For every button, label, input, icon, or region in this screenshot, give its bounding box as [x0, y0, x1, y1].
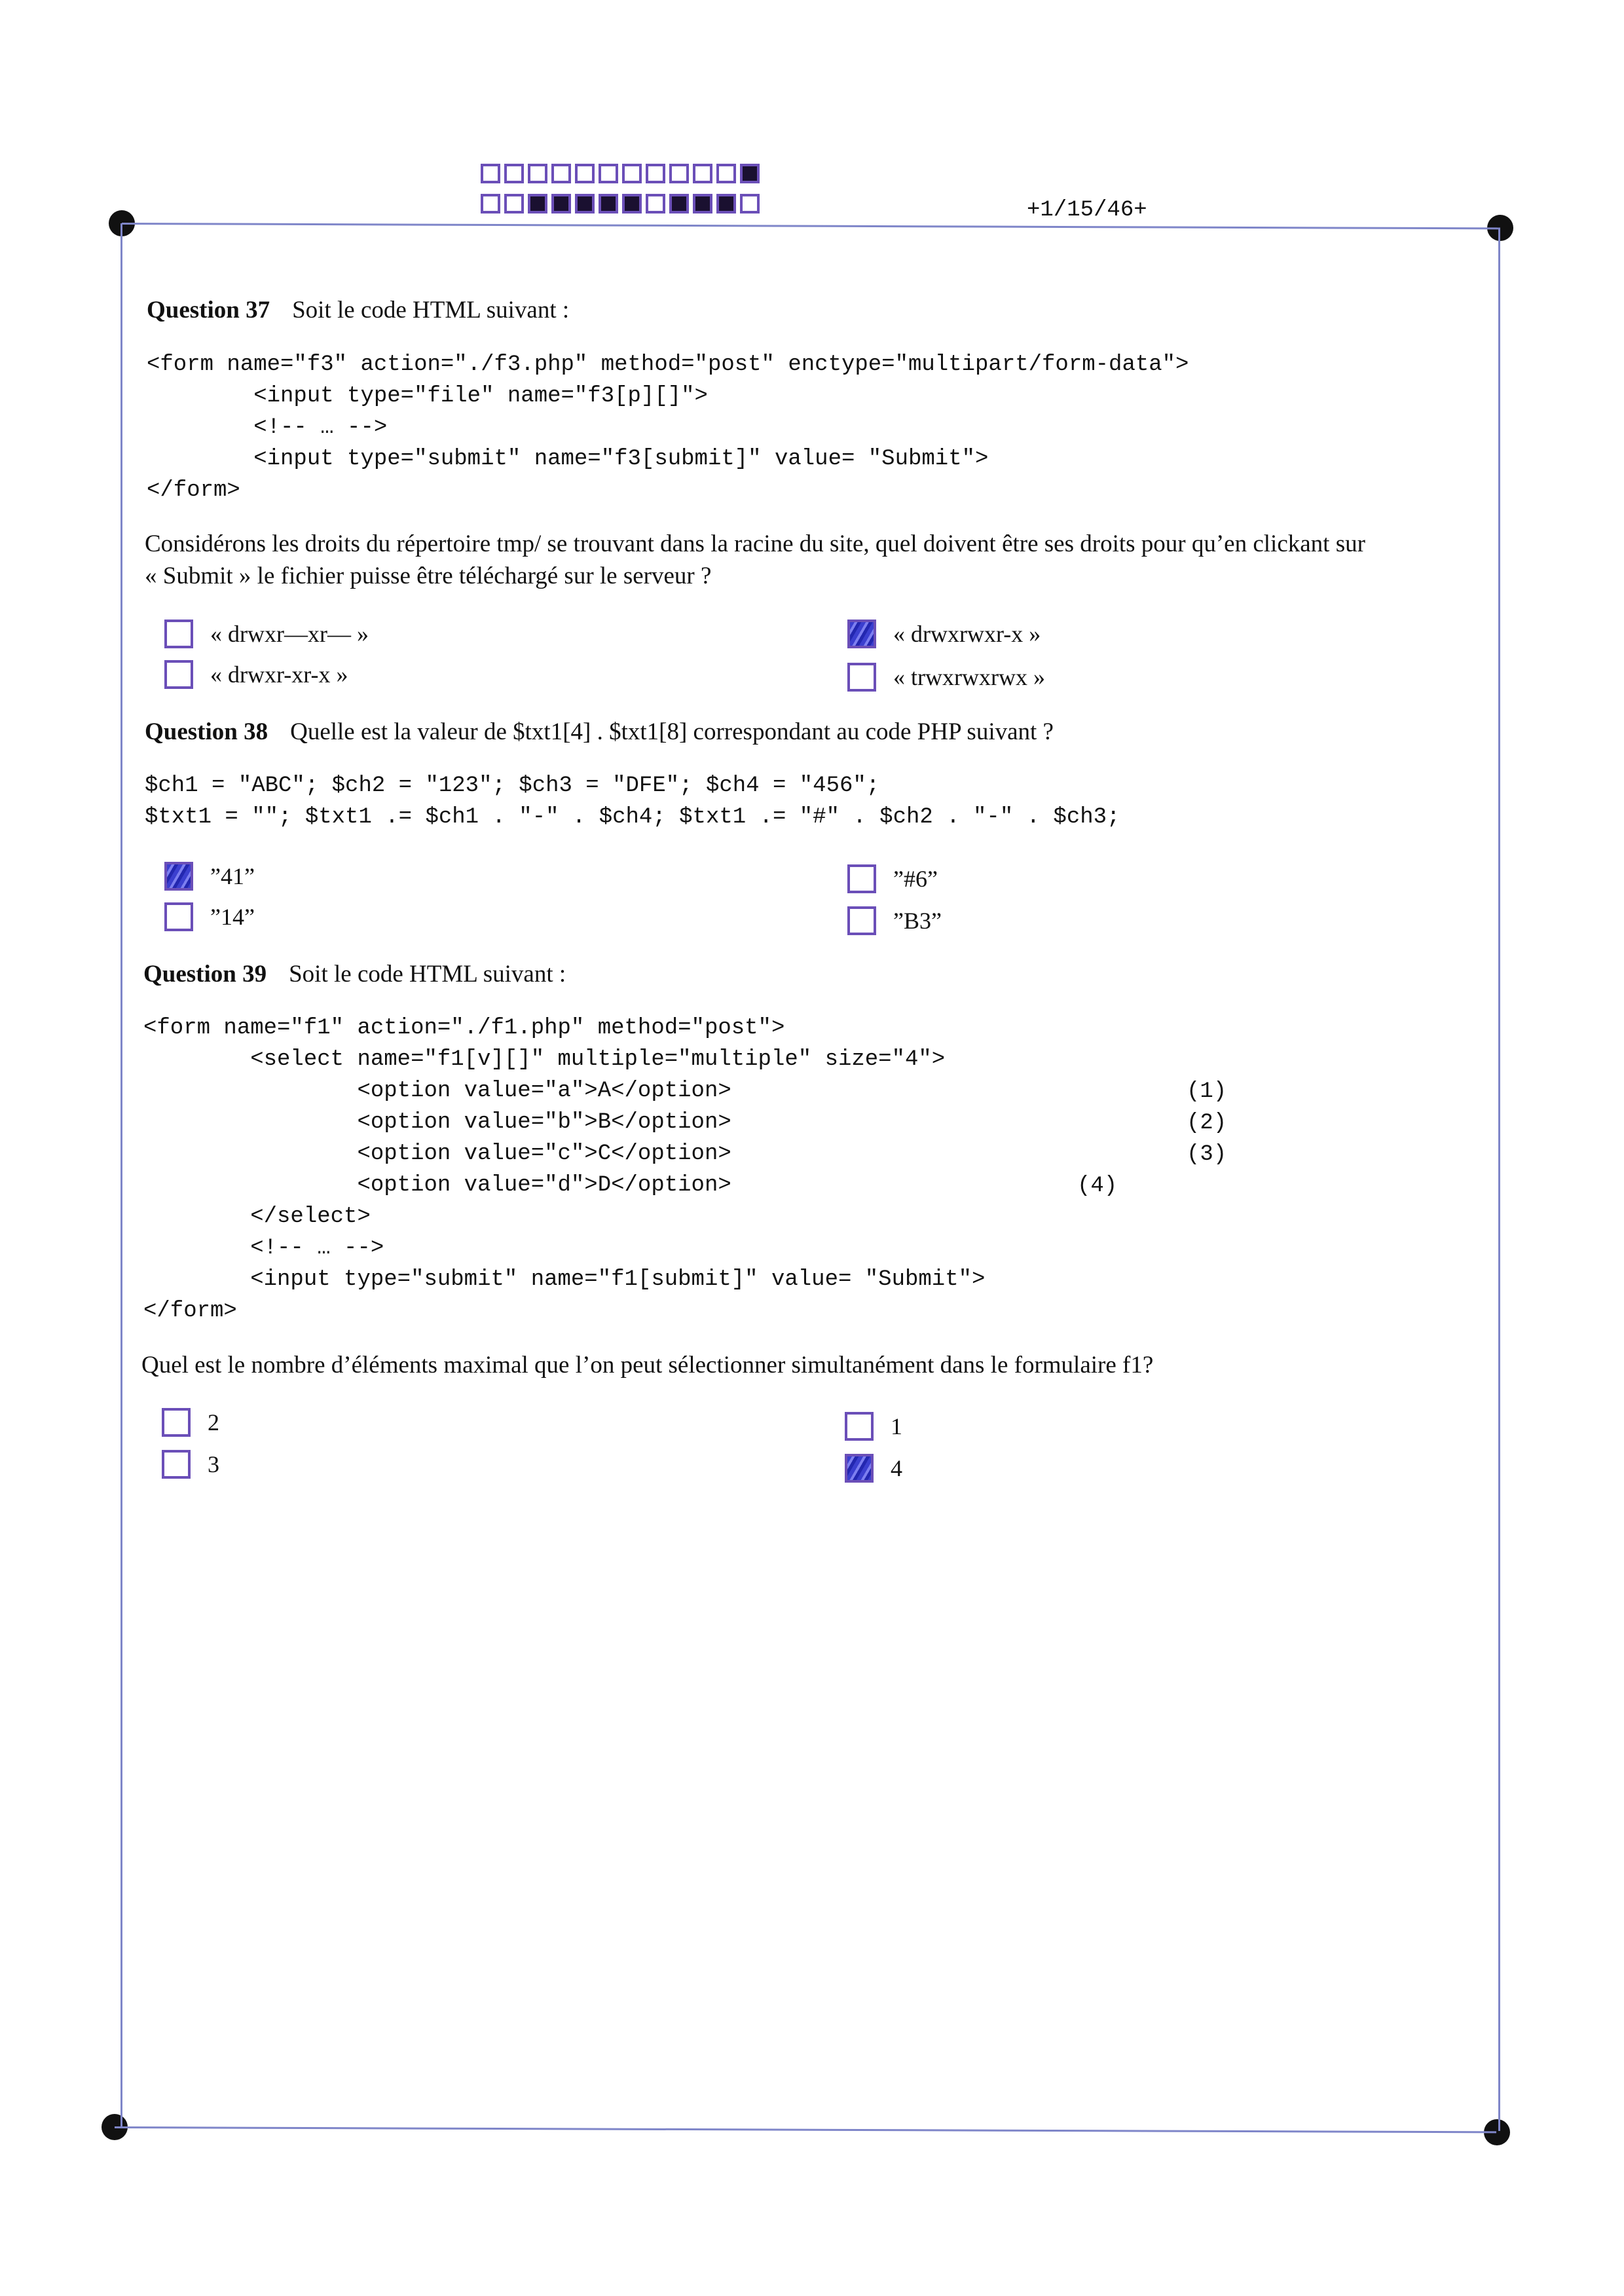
answer-label: ”B3” [893, 908, 942, 934]
answer-label: « drwxr-xr-x » [210, 661, 348, 688]
checkbox-checked[interactable] [845, 1454, 874, 1483]
q37-prompt: Soit le code HTML suivant : [292, 297, 570, 324]
barcode-cell [669, 194, 689, 213]
barcode-cell [716, 194, 736, 213]
q37-answer-3[interactable] [164, 660, 348, 689]
q39-answer-3[interactable] [162, 1450, 219, 1479]
answer-label: « drwxrwxr-x » [893, 621, 1041, 647]
barcode-cell [693, 164, 712, 183]
code-line: <select name="f1[v][]" multiple="multiple" size="4"> [143, 1047, 946, 1072]
barcode-cell [740, 164, 760, 183]
code-line: <option value="c">C</option> [143, 1141, 731, 1166]
q38-header [145, 718, 1054, 746]
barcode-cell [622, 194, 642, 213]
checkbox[interactable] [164, 902, 193, 931]
code-line: <form name="f1" action="./f1.php" method="post"> [143, 1016, 785, 1041]
line-number: (3) [1187, 1142, 1227, 1167]
barcode-cell [481, 194, 500, 213]
barcode-cell [599, 194, 618, 213]
checkbox[interactable] [847, 663, 876, 692]
q38-prompt: Quelle est la valeur de $txt1[4] . $txt1[8] correspondant au code PHP suivant ? [290, 718, 1054, 745]
code-line: <input type="submit" name="f3[submit]" value= "Submit"> [147, 447, 989, 472]
line-number: (4) [1077, 1174, 1118, 1198]
q39-code-block [143, 1012, 985, 1327]
line-number: (2) [1187, 1111, 1227, 1136]
answer-label: ”41” [210, 863, 255, 889]
checkbox[interactable] [164, 660, 193, 689]
barcode-cell [528, 164, 547, 183]
barcode-cell [622, 164, 642, 183]
q38-label: Question 38 [145, 718, 268, 745]
barcode-top-row [481, 164, 760, 183]
checkbox[interactable] [847, 906, 876, 935]
q37-text-line: « Submit » le fichier puisse être téléchargé sur le serveur ? [145, 563, 712, 589]
code-line: <!-- … --> [147, 415, 388, 440]
code-line: $ch1 = "ABC"; $ch2 = "123"; $ch3 = "DFE"; $ch4 = "456"; [145, 773, 880, 798]
code-line: </select> [143, 1204, 371, 1229]
q38-answer-1[interactable] [164, 862, 255, 891]
checkbox[interactable] [162, 1408, 191, 1437]
barcode-cell [504, 194, 524, 213]
q37-answer-4[interactable] [847, 663, 1045, 692]
q37-code-block [147, 349, 1189, 506]
q37-answer-1[interactable] [164, 620, 369, 648]
barcode-cell [646, 194, 665, 213]
q37-text-line: Considérons les droits du répertoire tmp/ se trouvant dans la racine du site, quel doivent être ses droits pour qu’en clickant sur [145, 530, 1365, 557]
code-line: <input type="submit" name="f1[submit]" value= "Submit"> [143, 1267, 986, 1292]
answer-label: « drwxr—xr— » [210, 621, 369, 647]
barcode-bottom-row [481, 194, 760, 213]
code-line: <form name="f3" action="./f3.php" method="post" enctype="multipart/form-data"> [147, 352, 1189, 377]
checkbox[interactable] [847, 864, 876, 893]
barcode-cell [528, 194, 547, 213]
checkbox-checked[interactable] [847, 620, 876, 648]
code-line: <option value="d">D</option> [143, 1173, 731, 1198]
q39-answer-2[interactable] [845, 1412, 902, 1441]
answer-label: ”14” [210, 904, 255, 930]
q39-answer-1[interactable] [162, 1408, 219, 1437]
q37-header [147, 296, 569, 324]
q39-prompt: Soit le code HTML suivant : [289, 961, 566, 988]
q38-answer-4[interactable] [847, 906, 942, 935]
q37-answer-2[interactable] [847, 620, 1041, 648]
checkbox[interactable] [162, 1450, 191, 1479]
checkbox[interactable] [164, 620, 193, 648]
barcode-cell [551, 164, 571, 183]
code-line: <option value="a">A</option> [143, 1079, 731, 1103]
answer-label: 1 [891, 1413, 902, 1439]
q39-text: Quel est le nombre d’éléments maximal que l’on peut sélectionner simultanément dans le formulaire f1? [141, 1352, 1154, 1379]
answer-label: 2 [208, 1409, 219, 1435]
q38-answer-2[interactable] [847, 864, 938, 893]
q37-text [145, 528, 1487, 592]
barcode-cell [669, 164, 689, 183]
code-line: <input type="file" name="f3[p][]"> [147, 384, 708, 409]
q39-header [143, 960, 566, 988]
code-line: <option value="b">B</option> [143, 1110, 731, 1135]
barcode-cell [646, 164, 665, 183]
frame-right [1498, 228, 1500, 2131]
frame-bottom [115, 2126, 1496, 2133]
line-number: (1) [1187, 1079, 1227, 1104]
frame-left [120, 223, 122, 2126]
answer-label: 3 [208, 1451, 219, 1477]
answer-label: 4 [891, 1455, 902, 1481]
page-identifier: +1/15/46+ [1027, 198, 1147, 223]
q38-code-block [145, 770, 1120, 833]
barcode-cell [481, 164, 500, 183]
frame-top [122, 223, 1500, 229]
barcode-cell [740, 194, 760, 213]
q39-answer-4[interactable] [845, 1454, 902, 1483]
barcode-cell [693, 194, 712, 213]
barcode-cell [599, 164, 618, 183]
q39-label: Question 39 [143, 961, 267, 988]
barcode-cell [551, 194, 571, 213]
barcode-cell [504, 164, 524, 183]
q38-answer-3[interactable] [164, 902, 255, 931]
barcode-cell [575, 194, 595, 213]
checkbox[interactable] [845, 1412, 874, 1441]
code-line: $txt1 = ""; $txt1 .= $ch1 . "-" . $ch4; $txt1 .= "#" . $ch2 . "-" . $ch3; [145, 805, 1120, 830]
checkbox-checked[interactable] [164, 862, 193, 891]
barcode-cell [716, 164, 736, 183]
answer-label: ”#6” [893, 866, 938, 892]
code-line: </form> [147, 478, 240, 503]
q37-label: Question 37 [147, 297, 270, 324]
code-line: <!-- … --> [143, 1236, 384, 1261]
barcode-cell [575, 164, 595, 183]
answer-label: « trwxrwxrwx » [893, 664, 1045, 690]
code-line: </form> [143, 1299, 237, 1324]
